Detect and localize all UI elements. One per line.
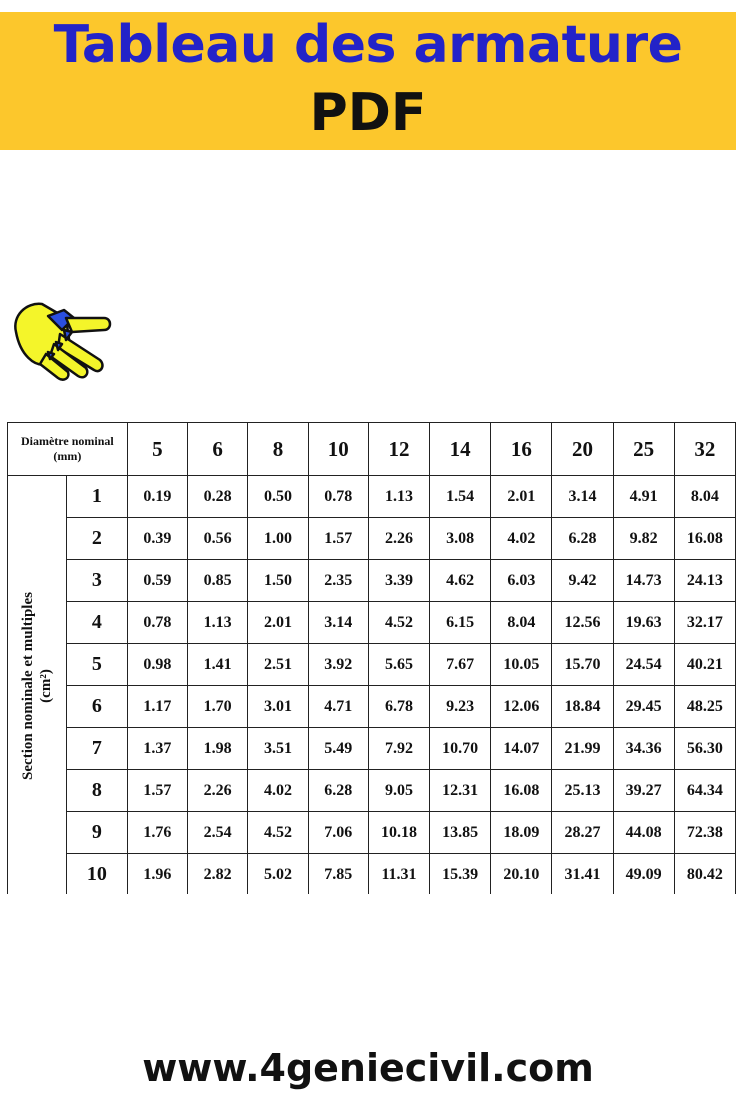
section-value-cell: 3.39 — [368, 560, 429, 602]
section-value-cell: 12.56 — [552, 602, 613, 644]
diameter-header-cell: 14 — [430, 423, 491, 476]
section-value-cell: 4.91 — [613, 476, 674, 518]
section-value-cell: 9.05 — [368, 770, 429, 812]
section-value-cell: 1.37 — [127, 728, 187, 770]
section-value-cell: 2.01 — [248, 602, 308, 644]
table-row — [8, 518, 736, 560]
pointing-hand-icon — [8, 296, 116, 384]
section-value-cell: 5.49 — [308, 728, 368, 770]
section-value-cell: 0.50 — [248, 476, 308, 518]
section-value-cell: 48.25 — [674, 686, 735, 728]
section-value-cell: 40.21 — [674, 644, 735, 686]
diameter-unit-text: (mm) — [53, 449, 82, 463]
section-value-cell: 6.15 — [430, 602, 491, 644]
diameter-header-label — [8, 423, 128, 476]
section-value-cell: 13.85 — [430, 812, 491, 854]
section-value-cell: 0.59 — [127, 560, 187, 602]
section-value-cell: 34.36 — [613, 728, 674, 770]
section-value-cell: 1.57 — [127, 770, 187, 812]
diameter-label-text: Diamètre nominal — [20, 434, 114, 448]
section-value-cell: 1.13 — [187, 602, 247, 644]
section-value-cell: 9.42 — [552, 560, 613, 602]
table-row — [8, 560, 736, 602]
bar-count-cell: 5 — [67, 644, 128, 686]
section-value-cell: 7.06 — [308, 812, 368, 854]
section-value-cell: 2.35 — [308, 560, 368, 602]
section-value-cell: 24.54 — [613, 644, 674, 686]
section-value-cell: 16.08 — [674, 518, 735, 560]
table-row — [8, 644, 736, 686]
section-value-cell: 14.07 — [491, 728, 552, 770]
section-value-cell: 1.17 — [127, 686, 187, 728]
section-value-cell: 4.71 — [308, 686, 368, 728]
section-value-cell: 19.63 — [613, 602, 674, 644]
section-value-cell: 9.82 — [613, 518, 674, 560]
section-value-cell: 2.26 — [187, 770, 247, 812]
bar-count-cell: 2 — [67, 518, 128, 560]
section-value-cell: 4.62 — [430, 560, 491, 602]
rebar-section-table — [7, 422, 736, 894]
section-value-cell: 1.50 — [248, 560, 308, 602]
section-value-cell: 15.70 — [552, 644, 613, 686]
section-value-cell: 21.99 — [552, 728, 613, 770]
bar-count-cell: 6 — [67, 686, 128, 728]
section-value-cell: 10.05 — [491, 644, 552, 686]
section-value-cell: 12.31 — [430, 770, 491, 812]
bar-count-cell: 7 — [67, 728, 128, 770]
section-value-cell: 5.02 — [248, 854, 308, 895]
page-title: Tableau des armature — [53, 15, 683, 75]
website-url: www.4geniecivil.com — [142, 1046, 594, 1090]
section-value-cell: 0.98 — [127, 644, 187, 686]
section-value-cell: 3.14 — [308, 602, 368, 644]
bar-count-cell: 3 — [67, 560, 128, 602]
section-value-cell: 2.54 — [187, 812, 247, 854]
section-value-cell: 1.41 — [187, 644, 247, 686]
section-value-cell: 72.38 — [674, 812, 735, 854]
diameter-header-cell: 8 — [248, 423, 308, 476]
section-value-cell: 10.18 — [368, 812, 429, 854]
section-value-cell: 24.13 — [674, 560, 735, 602]
table-row — [8, 812, 736, 854]
section-value-cell: 10.70 — [430, 728, 491, 770]
section-value-cell: 6.03 — [491, 560, 552, 602]
section-value-cell: 2.01 — [491, 476, 552, 518]
diameter-header-cell: 20 — [552, 423, 613, 476]
section-value-cell: 12.06 — [491, 686, 552, 728]
diameter-header-cell: 32 — [674, 423, 735, 476]
bar-count-cell: 8 — [67, 770, 128, 812]
diameter-header-cell: 6 — [187, 423, 247, 476]
diameter-header-cell: 12 — [368, 423, 429, 476]
section-value-cell: 1.57 — [308, 518, 368, 560]
section-unit-text: (cm²) — [38, 668, 55, 703]
section-value-cell: 3.01 — [248, 686, 308, 728]
section-value-cell: 18.09 — [491, 812, 552, 854]
section-value-cell: 3.14 — [552, 476, 613, 518]
section-value-cell: 0.19 — [127, 476, 187, 518]
section-value-cell: 0.56 — [187, 518, 247, 560]
table-row — [8, 602, 736, 644]
section-value-cell: 2.26 — [368, 518, 429, 560]
table-row — [8, 770, 736, 812]
diameter-header-cell: 25 — [613, 423, 674, 476]
section-value-cell: 6.78 — [368, 686, 429, 728]
section-value-cell: 28.27 — [552, 812, 613, 854]
section-value-cell: 56.30 — [674, 728, 735, 770]
section-value-cell: 7.92 — [368, 728, 429, 770]
diameter-header-row — [8, 423, 736, 476]
section-value-cell: 7.85 — [308, 854, 368, 895]
section-value-cell: 14.73 — [613, 560, 674, 602]
bar-count-cell: 10 — [67, 854, 128, 895]
section-value-cell: 9.23 — [430, 686, 491, 728]
section-value-cell: 4.52 — [368, 602, 429, 644]
section-value-cell: 1.98 — [187, 728, 247, 770]
section-value-cell: 15.39 — [430, 854, 491, 895]
section-value-cell: 4.02 — [491, 518, 552, 560]
section-side-text — [19, 592, 55, 780]
diameter-header-cell: 10 — [308, 423, 368, 476]
section-value-cell: 29.45 — [613, 686, 674, 728]
bar-count-cell: 1 — [67, 476, 128, 518]
table-row — [8, 686, 736, 728]
diameter-header-cell: 16 — [491, 423, 552, 476]
section-value-cell: 7.67 — [430, 644, 491, 686]
section-value-cell: 31.41 — [552, 854, 613, 895]
section-value-cell: 3.92 — [308, 644, 368, 686]
section-value-cell: 1.00 — [248, 518, 308, 560]
section-value-cell: 0.78 — [127, 602, 187, 644]
section-value-cell: 4.52 — [248, 812, 308, 854]
section-value-cell: 0.85 — [187, 560, 247, 602]
page-subtitle: PDF — [309, 83, 427, 143]
bar-count-cell: 9 — [67, 812, 128, 854]
section-value-cell: 1.70 — [187, 686, 247, 728]
section-value-cell: 3.51 — [248, 728, 308, 770]
section-value-cell: 3.08 — [430, 518, 491, 560]
section-value-cell: 8.04 — [674, 476, 735, 518]
diameter-header-cell: 5 — [127, 423, 187, 476]
section-value-cell: 1.13 — [368, 476, 429, 518]
section-value-cell: 11.31 — [368, 854, 429, 895]
section-value-cell: 20.10 — [491, 854, 552, 895]
section-value-cell: 0.78 — [308, 476, 368, 518]
table-row — [8, 728, 736, 770]
section-value-cell: 16.08 — [491, 770, 552, 812]
section-value-cell: 80.42 — [674, 854, 735, 895]
section-value-cell: 4.02 — [248, 770, 308, 812]
section-value-cell: 8.04 — [491, 602, 552, 644]
section-value-cell: 6.28 — [552, 518, 613, 560]
section-value-cell: 1.54 — [430, 476, 491, 518]
section-value-cell: 1.96 — [127, 854, 187, 895]
table-row — [8, 854, 736, 895]
section-value-cell: 2.51 — [248, 644, 308, 686]
section-value-cell: 6.28 — [308, 770, 368, 812]
section-value-cell: 5.65 — [368, 644, 429, 686]
section-value-cell: 0.28 — [187, 476, 247, 518]
title-banner — [0, 12, 736, 150]
section-value-cell: 1.76 — [127, 812, 187, 854]
section-value-cell: 39.27 — [613, 770, 674, 812]
rebar-table-container — [7, 422, 736, 894]
section-value-cell: 44.08 — [613, 812, 674, 854]
section-value-cell: 49.09 — [613, 854, 674, 895]
table-row — [8, 476, 736, 518]
section-value-cell: 18.84 — [552, 686, 613, 728]
section-value-cell: 2.82 — [187, 854, 247, 895]
bar-count-cell: 4 — [67, 602, 128, 644]
section-side-label — [8, 476, 67, 895]
section-label-text: Section nominale et multiples — [20, 591, 37, 780]
section-value-cell: 32.17 — [674, 602, 735, 644]
section-value-cell: 25.13 — [552, 770, 613, 812]
section-value-cell: 0.39 — [127, 518, 187, 560]
section-value-cell: 64.34 — [674, 770, 735, 812]
